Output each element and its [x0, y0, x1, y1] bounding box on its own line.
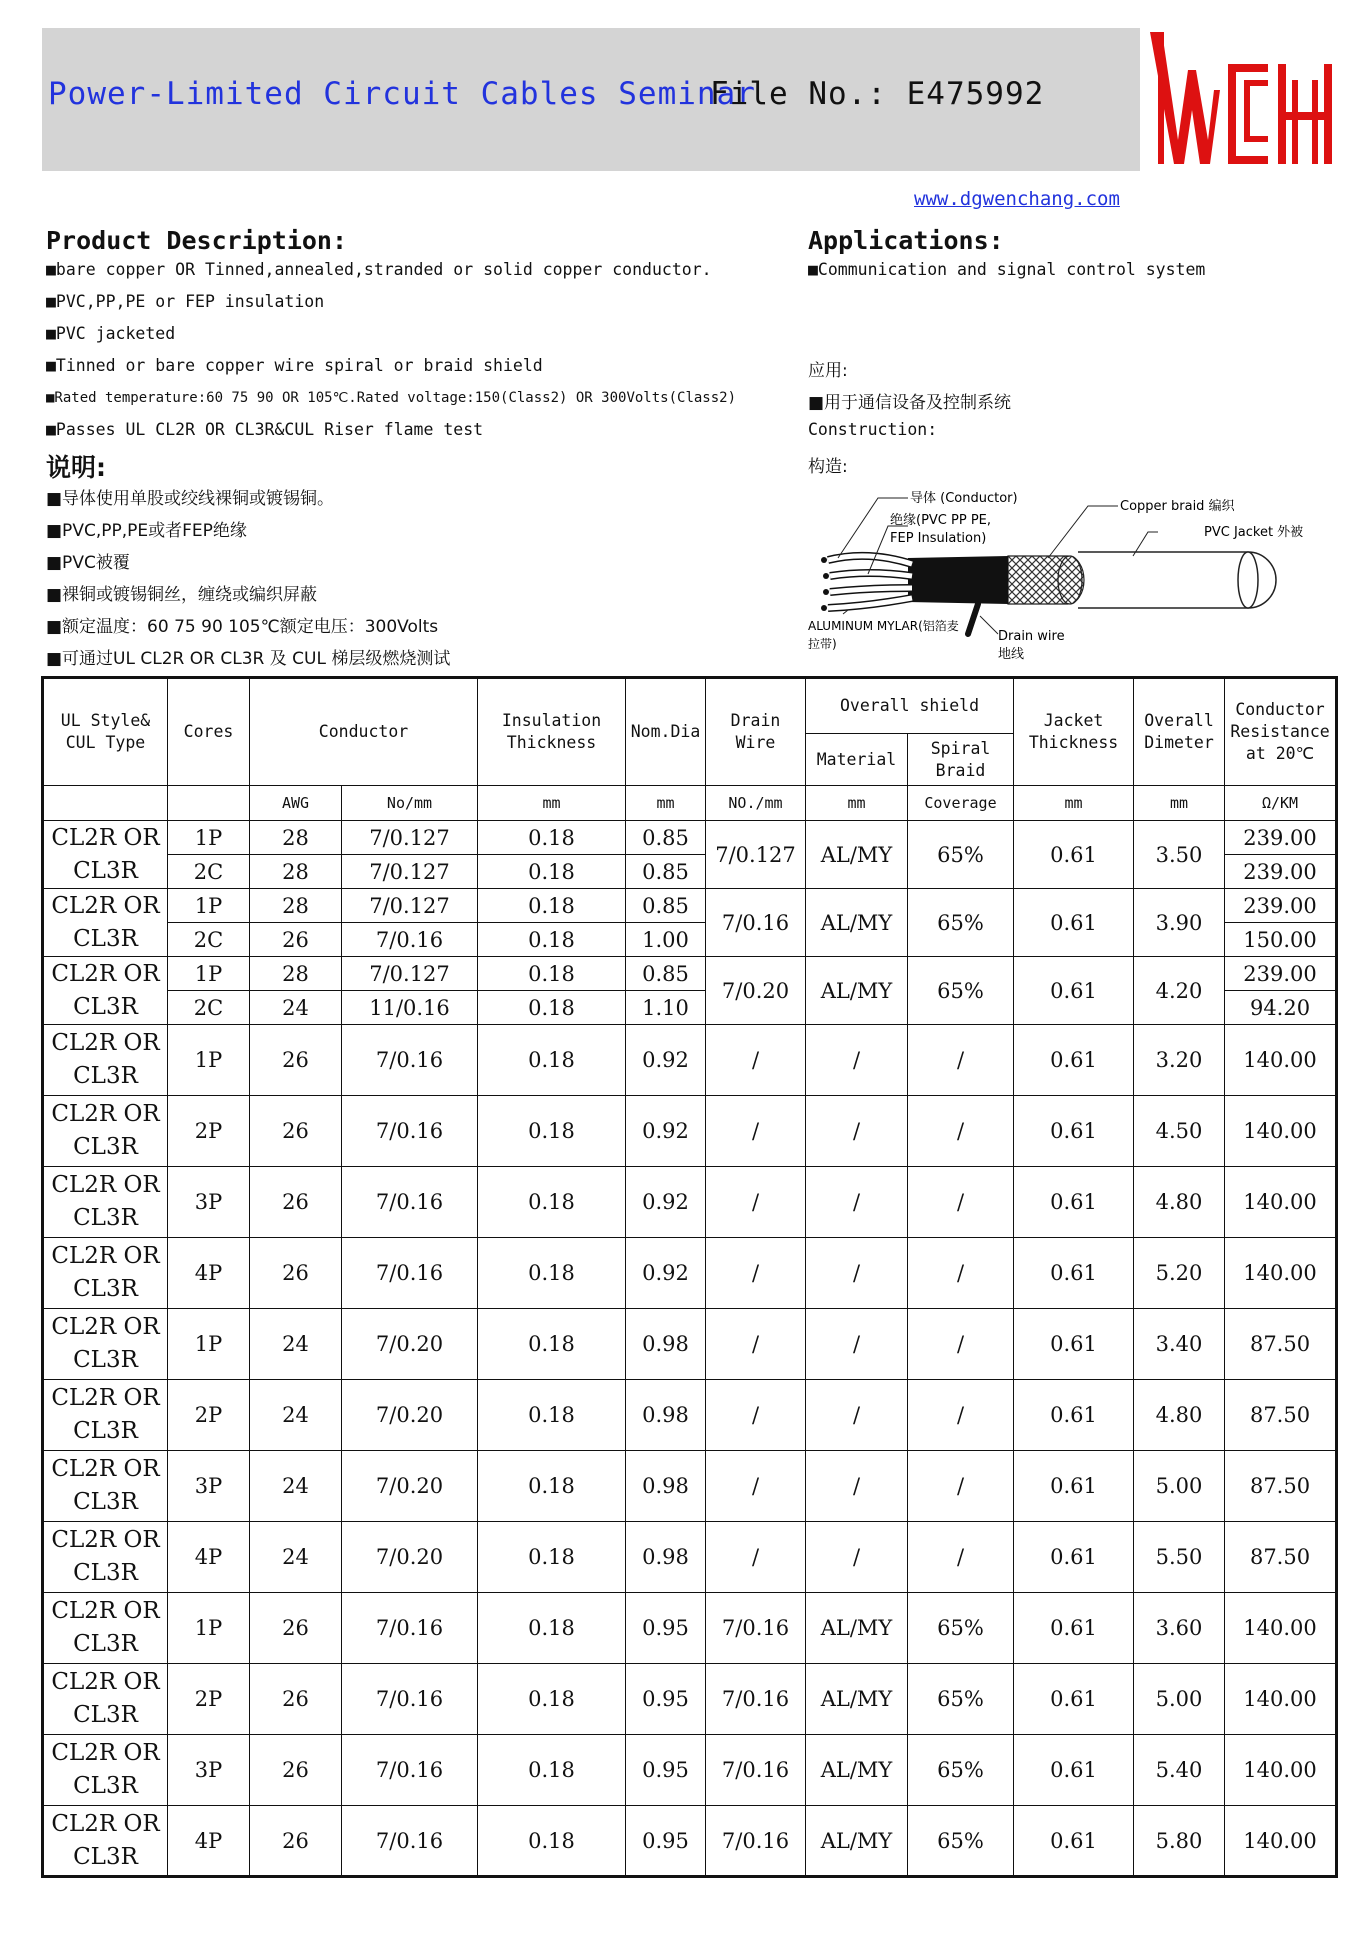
- material-cell: /: [806, 1025, 908, 1096]
- website-link[interactable]: www.dgwenchang.com: [914, 188, 1120, 210]
- description-cn-heading: 说明:: [46, 453, 106, 482]
- dia-cell: 0.95: [626, 1593, 706, 1664]
- table-row: [43, 1806, 1337, 1877]
- jacket-cell: 0.61: [1014, 1735, 1134, 1806]
- ins-cell: 0.18: [478, 1096, 626, 1167]
- resist-cell: 87.50: [1225, 1380, 1337, 1451]
- material-cell: /: [806, 1096, 908, 1167]
- drain-cell: /: [706, 1096, 806, 1167]
- material-cell: AL/MY: [806, 1664, 908, 1735]
- cores-cell: 2C: [168, 855, 250, 889]
- resistance-cell: 150.00: [1225, 923, 1337, 957]
- construction-cn-label: 构造:: [808, 457, 848, 477]
- no-mm-cell: 7/0.16: [342, 1238, 478, 1309]
- overall-dimeter-cell: 3.90: [1134, 889, 1225, 957]
- header-overall-dimeter: Overall Dimeter: [1134, 678, 1225, 786]
- jacket-cell: 0.61: [1014, 821, 1134, 889]
- no-mm-cell: 7/0.16: [342, 1025, 478, 1096]
- unit-coverage: Coverage: [908, 786, 1014, 821]
- dia-cell: 0.92: [626, 1096, 706, 1167]
- awg-cell: 26: [250, 1593, 342, 1664]
- strand-cell: 7/0.127: [342, 855, 478, 889]
- jacket-cell: 0.61: [1014, 1806, 1134, 1877]
- applications-item: ■Communication and signal control system: [808, 260, 1206, 279]
- awg-cell: 24: [250, 1380, 342, 1451]
- braid-cell: /: [908, 1167, 1014, 1238]
- overall-cell: 5.00: [1134, 1664, 1225, 1735]
- unit-dia-mm: mm: [626, 786, 706, 821]
- diagram-insulation-label: 绝缘(PVC PP PE,: [890, 513, 992, 528]
- document-title: Power-Limited Circuit Cables Seminar: [48, 76, 756, 112]
- spiral-braid-cell: 65%: [908, 821, 1014, 889]
- material-cell: /: [806, 1451, 908, 1522]
- strand-cell: 7/0.127: [342, 821, 478, 855]
- insulation-cell: 0.18: [478, 957, 626, 991]
- header-material: Material: [806, 734, 908, 786]
- resistance-cell: 239.00: [1225, 821, 1337, 855]
- overall-cell: 4.80: [1134, 1167, 1225, 1238]
- description-item: ■Tinned or bare copper wire spiral or braid shield: [46, 356, 543, 375]
- overall-cell: 5.50: [1134, 1522, 1225, 1593]
- resist-cell: 87.50: [1225, 1522, 1337, 1593]
- material-cell: /: [806, 1380, 908, 1451]
- table-row: [43, 1735, 1337, 1806]
- header-resistance: Conductor Resistance at 20℃: [1225, 678, 1337, 786]
- spiral-braid-cell: 65%: [908, 889, 1014, 957]
- cores-cell: 4P: [168, 1806, 250, 1877]
- resist-cell: 140.00: [1225, 1735, 1337, 1806]
- description-cn-item: ■额定温度：60 75 90 105℃额定电压：300Volts: [46, 617, 439, 637]
- material-cell: AL/MY: [806, 1806, 908, 1877]
- nom-dia-cell: 0.85: [626, 957, 706, 991]
- braid-cell: /: [908, 1238, 1014, 1309]
- ul-style-cell: CL2R OR CL3R: [43, 1167, 168, 1238]
- dia-cell: 0.95: [626, 1735, 706, 1806]
- resist-cell: 87.50: [1225, 1309, 1337, 1380]
- awg-cell: 24: [250, 991, 342, 1025]
- no-mm-cell: 7/0.20: [342, 1309, 478, 1380]
- braid-cell: 65%: [908, 1735, 1014, 1806]
- resistance-cell: 94.20: [1225, 991, 1337, 1025]
- table-row: [43, 1238, 1337, 1309]
- cores-cell: 1P: [168, 821, 250, 855]
- applications-cn-item: ■用于通信设备及控制系统: [808, 393, 1012, 413]
- drain-wire-cell: 7/0.16: [706, 889, 806, 957]
- awg-cell: 26: [250, 923, 342, 957]
- diagram-drain-wire-label: Drain wire: [998, 629, 1065, 644]
- jacket-cell: 0.61: [1014, 1593, 1134, 1664]
- file-number: File No.: E475992: [710, 76, 1045, 112]
- nom-dia-cell: 1.10: [626, 991, 706, 1025]
- cores-cell: 1P: [168, 1593, 250, 1664]
- overall-dimeter-cell: 3.50: [1134, 821, 1225, 889]
- diagram-mylar-label: 拉带): [808, 637, 837, 651]
- product-description-heading: Product Description:: [46, 226, 348, 255]
- drain-cell: /: [706, 1522, 806, 1593]
- drain-cell: 7/0.16: [706, 1593, 806, 1664]
- applications-heading: Applications:: [808, 226, 1004, 255]
- header-conductor: Conductor: [250, 678, 478, 786]
- unit-awg: AWG: [250, 786, 342, 821]
- unit-material: mm: [806, 786, 908, 821]
- cores-cell: 2P: [168, 1096, 250, 1167]
- diagram-conductor-label: 导体 (Conductor): [910, 491, 1018, 506]
- table-row: [43, 821, 1337, 855]
- jacket-cell: 0.61: [1014, 957, 1134, 1025]
- overall-cell: 5.00: [1134, 1451, 1225, 1522]
- strand-cell: 7/0.16: [342, 923, 478, 957]
- braid-cell: /: [908, 1380, 1014, 1451]
- ins-cell: 0.18: [478, 1238, 626, 1309]
- insulation-cell: 0.18: [478, 821, 626, 855]
- description-item: ■bare copper OR Tinned,annealed,stranded or solid copper conductor.: [46, 260, 712, 279]
- description-item: ■PVC,PP,PE or FEP insulation: [46, 292, 325, 311]
- jacket-cell: 0.61: [1014, 889, 1134, 957]
- nom-dia-cell: 0.85: [626, 821, 706, 855]
- description-cn-item: ■PVC被覆: [46, 553, 130, 573]
- header-nom-dia: Nom.Dia: [626, 678, 706, 786]
- insulation-cell: 0.18: [478, 889, 626, 923]
- dia-cell: 0.98: [626, 1380, 706, 1451]
- braid-cell: /: [908, 1025, 1014, 1096]
- resist-cell: 140.00: [1225, 1025, 1337, 1096]
- ins-cell: 0.18: [478, 1025, 626, 1096]
- resist-cell: 140.00: [1225, 1664, 1337, 1735]
- ul-style-cell: CL2R OR CL3R: [43, 957, 168, 1025]
- dia-cell: 0.92: [626, 1167, 706, 1238]
- resist-cell: 87.50: [1225, 1451, 1337, 1522]
- strand-cell: 11/0.16: [342, 991, 478, 1025]
- material-cell: AL/MY: [806, 957, 908, 1025]
- resistance-cell: 239.00: [1225, 855, 1337, 889]
- material-cell: /: [806, 1167, 908, 1238]
- unit-overall: mm: [1134, 786, 1225, 821]
- drain-cell: 7/0.16: [706, 1806, 806, 1877]
- jacket-cell: 0.61: [1014, 1309, 1134, 1380]
- ins-cell: 0.18: [478, 1593, 626, 1664]
- construction-label: Construction:: [808, 420, 938, 439]
- drain-cell: /: [706, 1167, 806, 1238]
- wch-logo: [1148, 30, 1332, 166]
- ul-style-cell: CL2R OR CL3R: [43, 1096, 168, 1167]
- ins-cell: 0.18: [478, 1451, 626, 1522]
- braid-cell: /: [908, 1096, 1014, 1167]
- table-row: [43, 889, 1337, 923]
- ins-cell: 0.18: [478, 1167, 626, 1238]
- dia-cell: 0.98: [626, 1522, 706, 1593]
- jacket-cell: 0.61: [1014, 1664, 1134, 1735]
- table-row: [43, 1309, 1337, 1380]
- overall-cell: 5.40: [1134, 1735, 1225, 1806]
- dia-cell: 0.98: [626, 1451, 706, 1522]
- awg-cell: 26: [250, 1096, 342, 1167]
- resist-cell: 140.00: [1225, 1238, 1337, 1309]
- dia-cell: 0.92: [626, 1238, 706, 1309]
- braid-cell: /: [908, 1309, 1014, 1380]
- resist-cell: 140.00: [1225, 1593, 1337, 1664]
- no-mm-cell: 7/0.16: [342, 1167, 478, 1238]
- cores-cell: 2C: [168, 923, 250, 957]
- ins-cell: 0.18: [478, 1380, 626, 1451]
- overall-cell: 3.20: [1134, 1025, 1225, 1096]
- awg-cell: 24: [250, 1451, 342, 1522]
- cores-cell: 1P: [168, 889, 250, 923]
- awg-cell: 24: [250, 1309, 342, 1380]
- braid-cell: 65%: [908, 1593, 1014, 1664]
- table-row: [43, 1167, 1337, 1238]
- no-mm-cell: 7/0.16: [342, 1806, 478, 1877]
- header-spiral-braid: Spiral Braid: [908, 734, 1014, 786]
- cores-cell: 3P: [168, 1735, 250, 1806]
- header-cores: Cores: [168, 678, 250, 786]
- awg-cell: 28: [250, 957, 342, 991]
- awg-cell: 26: [250, 1735, 342, 1806]
- cable-spec-table: [41, 676, 1338, 1878]
- overall-cell: 3.60: [1134, 1593, 1225, 1664]
- unit-ins-mm: mm: [478, 786, 626, 821]
- ul-style-cell: CL2R OR CL3R: [43, 1593, 168, 1664]
- no-mm-cell: 7/0.20: [342, 1380, 478, 1451]
- drain-wire-cell: 7/0.20: [706, 957, 806, 1025]
- description-cn-item: ■导体使用单股或绞线裸铜或镀锡铜。: [46, 489, 335, 509]
- diagram-mylar-label: ALUMINUM MYLAR(铝箔麦: [808, 619, 959, 633]
- cable-construction-diagram: [808, 484, 1328, 666]
- dia-cell: 0.95: [626, 1664, 706, 1735]
- cores-cell: 1P: [168, 1309, 250, 1380]
- awg-cell: 26: [250, 1167, 342, 1238]
- awg-cell: 28: [250, 889, 342, 923]
- insulation-cell: 0.18: [478, 855, 626, 889]
- ul-style-cell: CL2R OR CL3R: [43, 1451, 168, 1522]
- overall-cell: 5.20: [1134, 1238, 1225, 1309]
- awg-cell: 26: [250, 1806, 342, 1877]
- ul-style-cell: CL2R OR CL3R: [43, 821, 168, 889]
- cores-cell: 1P: [168, 1025, 250, 1096]
- description-item: ■Passes UL CL2R OR CL3R&CUL Riser flame test: [46, 420, 484, 439]
- drain-cell: /: [706, 1309, 806, 1380]
- jacket-cell: 0.61: [1014, 1025, 1134, 1096]
- insulation-cell: 0.18: [478, 923, 626, 957]
- ul-style-cell: CL2R OR CL3R: [43, 1025, 168, 1096]
- description-cn-item: ■裸铜或镀锡铜丝，缠绕或编织屏蔽: [46, 585, 318, 605]
- drain-wire-cell: 7/0.127: [706, 821, 806, 889]
- overall-cell: 5.80: [1134, 1806, 1225, 1877]
- drain-cell: /: [706, 1238, 806, 1309]
- cores-cell: 2P: [168, 1664, 250, 1735]
- ul-style-cell: CL2R OR CL3R: [43, 1806, 168, 1877]
- dia-cell: 0.98: [626, 1309, 706, 1380]
- braid-cell: 65%: [908, 1664, 1014, 1735]
- material-cell: /: [806, 1309, 908, 1380]
- awg-cell: 26: [250, 1238, 342, 1309]
- table-row: [43, 1593, 1337, 1664]
- diagram-drain-wire-label: 地线: [998, 647, 1025, 662]
- no-mm-cell: 7/0.20: [342, 1522, 478, 1593]
- unit-resistance: Ω/KM: [1225, 786, 1337, 821]
- resist-cell: 140.00: [1225, 1167, 1337, 1238]
- drain-cell: /: [706, 1380, 806, 1451]
- ul-style-cell: CL2R OR CL3R: [43, 1309, 168, 1380]
- description-item: ■PVC jacketed: [46, 324, 176, 343]
- diagram-insulation-label: FEP Insulation): [890, 531, 987, 546]
- no-mm-cell: 7/0.16: [342, 1735, 478, 1806]
- cores-cell: 4P: [168, 1522, 250, 1593]
- material-cell: /: [806, 1238, 908, 1309]
- description-cn-item: ■PVC,PP,PE或者FEP绝缘: [46, 521, 247, 541]
- ul-style-cell: CL2R OR CL3R: [43, 1238, 168, 1309]
- diagram-pvc-jacket-label: PVC Jacket 外被: [1204, 525, 1304, 540]
- unit-blank: [168, 786, 250, 821]
- braid-cell: /: [908, 1451, 1014, 1522]
- dia-cell: 0.95: [626, 1806, 706, 1877]
- table-row: [43, 1451, 1337, 1522]
- material-cell: AL/MY: [806, 889, 908, 957]
- overall-cell: 4.50: [1134, 1096, 1225, 1167]
- awg-cell: 28: [250, 855, 342, 889]
- overall-cell: 4.80: [1134, 1380, 1225, 1451]
- table-row: [43, 1664, 1337, 1735]
- table-row: [43, 1025, 1337, 1096]
- awg-cell: 26: [250, 1664, 342, 1735]
- spiral-braid-cell: 65%: [908, 957, 1014, 1025]
- cores-cell: 2P: [168, 1380, 250, 1451]
- material-cell: AL/MY: [806, 821, 908, 889]
- material-cell: AL/MY: [806, 1593, 908, 1664]
- dia-cell: 0.92: [626, 1025, 706, 1096]
- no-mm-cell: 7/0.16: [342, 1593, 478, 1664]
- resistance-cell: 239.00: [1225, 889, 1337, 923]
- header-jacket: Jacket Thickness: [1014, 678, 1134, 786]
- header-drain-wire: Drain Wire: [706, 678, 806, 786]
- overall-cell: 3.40: [1134, 1309, 1225, 1380]
- cores-cell: 3P: [168, 1451, 250, 1522]
- jacket-cell: 0.61: [1014, 1096, 1134, 1167]
- nom-dia-cell: 1.00: [626, 923, 706, 957]
- ul-style-cell: CL2R OR CL3R: [43, 1380, 168, 1451]
- unit-blank: [43, 786, 168, 821]
- ul-style-cell: CL2R OR CL3R: [43, 889, 168, 957]
- no-mm-cell: 7/0.20: [342, 1451, 478, 1522]
- ul-style-cell: CL2R OR CL3R: [43, 1735, 168, 1806]
- jacket-cell: 0.61: [1014, 1167, 1134, 1238]
- ul-style-cell: CL2R OR CL3R: [43, 1522, 168, 1593]
- description-cn-item: ■可通过UL CL2R OR CL3R 及 CUL 梯层级燃烧测试: [46, 649, 451, 669]
- strand-cell: 7/0.127: [342, 889, 478, 923]
- material-cell: AL/MY: [806, 1735, 908, 1806]
- jacket-cell: 0.61: [1014, 1380, 1134, 1451]
- jacket-cell: 0.61: [1014, 1522, 1134, 1593]
- unit-jacket: mm: [1014, 786, 1134, 821]
- nom-dia-cell: 0.85: [626, 889, 706, 923]
- table-row: [43, 1096, 1337, 1167]
- awg-cell: 24: [250, 1522, 342, 1593]
- table-row: [43, 1380, 1337, 1451]
- ul-style-cell: CL2R OR CL3R: [43, 1664, 168, 1735]
- jacket-cell: 0.61: [1014, 1451, 1134, 1522]
- cores-cell: 4P: [168, 1238, 250, 1309]
- jacket-cell: 0.61: [1014, 1238, 1134, 1309]
- cores-cell: 3P: [168, 1167, 250, 1238]
- cores-cell: 1P: [168, 957, 250, 991]
- diagram-copper-braid-label: Copper braid 编织: [1120, 499, 1235, 514]
- unit-drain: NO./mm: [706, 786, 806, 821]
- braid-cell: 65%: [908, 1806, 1014, 1877]
- drain-cell: 7/0.16: [706, 1735, 806, 1806]
- drain-cell: /: [706, 1451, 806, 1522]
- braid-cell: /: [908, 1522, 1014, 1593]
- awg-cell: 28: [250, 821, 342, 855]
- table-row: [43, 1522, 1337, 1593]
- header-overall-shield: Overall shield: [806, 678, 1014, 734]
- description-item: ■Rated temperature:60 75 90 OR 105℃.Rated voltage:150(Class2) OR 300Volts(Class2): [46, 390, 737, 406]
- ins-cell: 0.18: [478, 1309, 626, 1380]
- ins-cell: 0.18: [478, 1735, 626, 1806]
- no-mm-cell: 7/0.16: [342, 1664, 478, 1735]
- resist-cell: 140.00: [1225, 1096, 1337, 1167]
- insulation-cell: 0.18: [478, 991, 626, 1025]
- no-mm-cell: 7/0.16: [342, 1096, 478, 1167]
- header-insulation: Insulation Thickness: [478, 678, 626, 786]
- unit-no-mm: No/mm: [342, 786, 478, 821]
- resistance-cell: 239.00: [1225, 957, 1337, 991]
- header-ul-style: UL Style& CUL Type: [43, 678, 168, 786]
- resist-cell: 140.00: [1225, 1806, 1337, 1877]
- strand-cell: 7/0.127: [342, 957, 478, 991]
- ins-cell: 0.18: [478, 1522, 626, 1593]
- drain-cell: 7/0.16: [706, 1664, 806, 1735]
- cores-cell: 2C: [168, 991, 250, 1025]
- ins-cell: 0.18: [478, 1664, 626, 1735]
- material-cell: /: [806, 1522, 908, 1593]
- ins-cell: 0.18: [478, 1806, 626, 1877]
- table-row: [43, 957, 1337, 991]
- overall-dimeter-cell: 4.20: [1134, 957, 1225, 1025]
- awg-cell: 26: [250, 1025, 342, 1096]
- applications-cn-label: 应用:: [808, 361, 848, 381]
- drain-cell: /: [706, 1025, 806, 1096]
- nom-dia-cell: 0.85: [626, 855, 706, 889]
